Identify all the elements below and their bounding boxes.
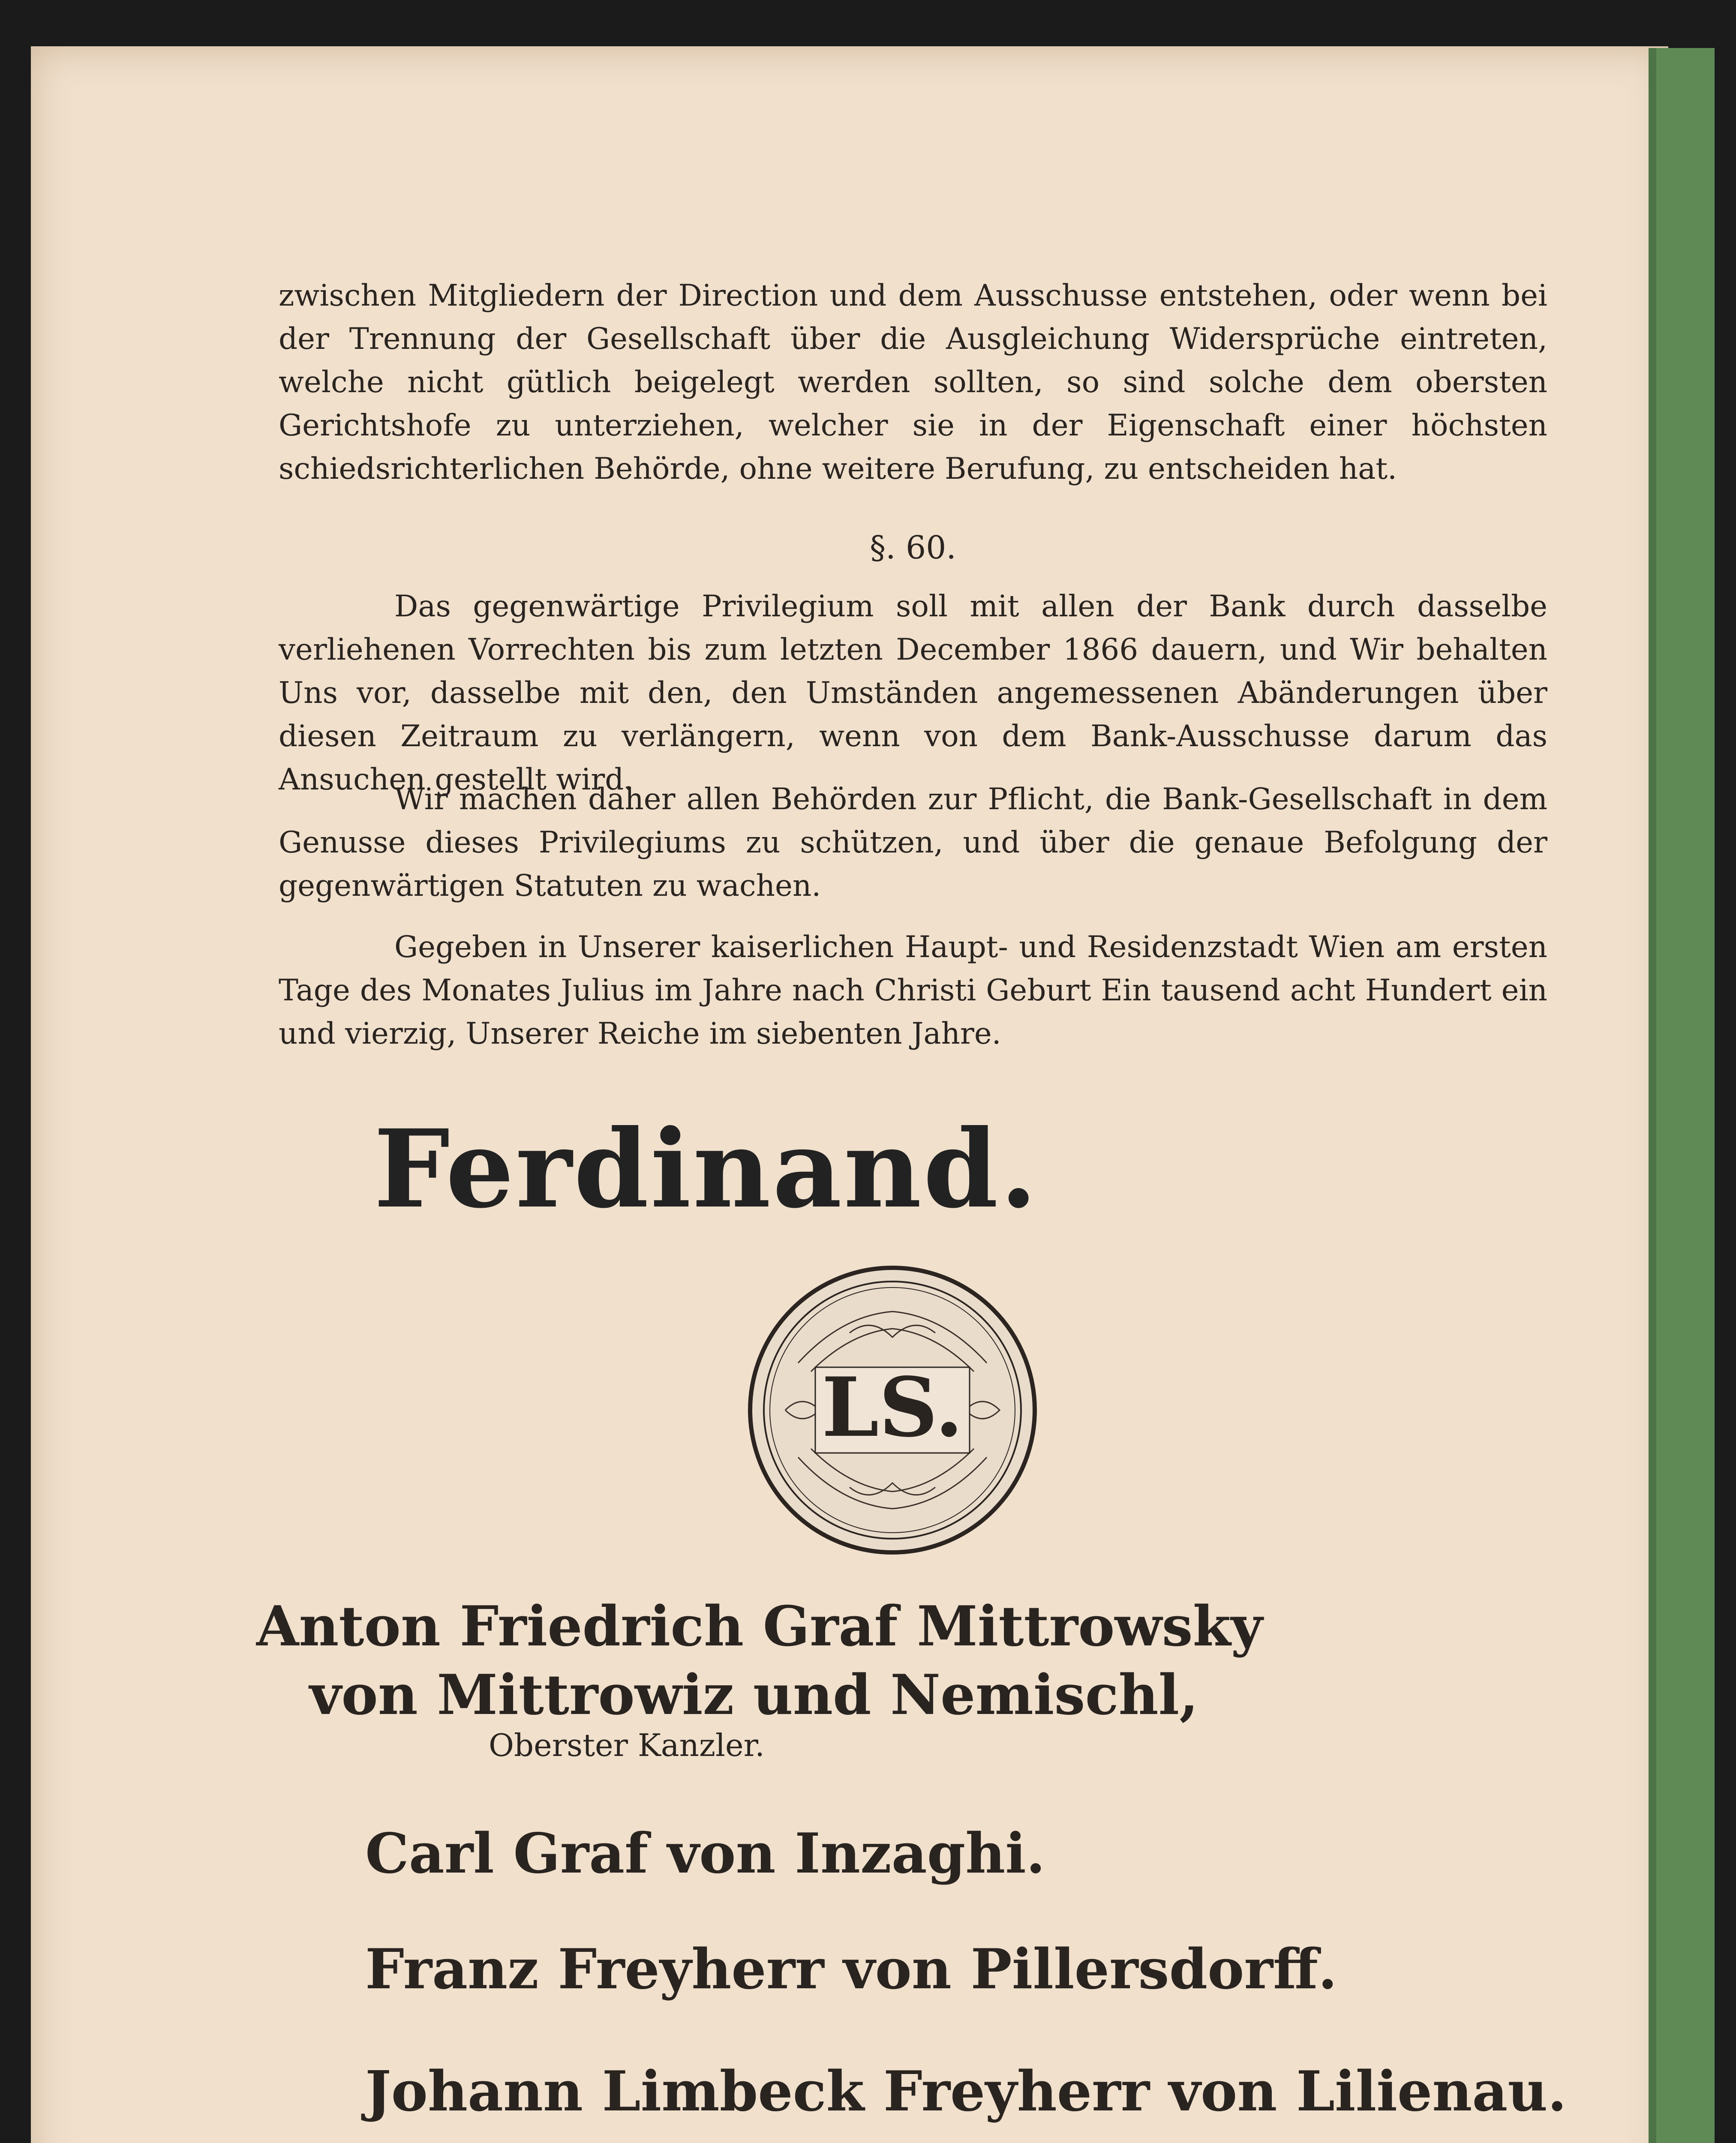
chancellor-name-line-2: von Mittrowiz und Nemischl, xyxy=(309,1663,1198,1727)
binding-strip xyxy=(1649,48,1715,2143)
monarch-signature: Ferdinand. xyxy=(374,1106,1039,1232)
chancellor-title: Oberster Kanzler. xyxy=(489,1727,765,1763)
seal-icon xyxy=(747,1264,1038,1556)
chancellor-name-line-1: Anton Friedrich Graf Mittrowsky xyxy=(256,1594,1263,1659)
signatory-pillersdorff: Franz Freyherr von Pillersdorff. xyxy=(365,1937,1337,2002)
seal-text: LS. xyxy=(821,1360,964,1455)
paragraph-2: Wir machen daher allen Behörden zur Pflicht, die Bank-Gesellschaft in dem Genusse dieses Privilegiums zu schützen, und über die genaue Befolgung der gegenwärtigen Statuten zu wachen. xyxy=(279,782,1547,903)
paragraph-1: Das gegenwärtige Privilegium soll mit allen der Bank durch dasselbe verliehenen Vorrechten bis zum letzten December 1866 dauern, und Wir behalten Uns vor, dasselbe mit den, den Umständen angemessenen Abänderungen über diesen Zeitraum zu verlängern, wenn von dem Bank-Ausschusse darum das Ansuchen gestellt wird. xyxy=(279,589,1547,797)
paragraph-continuation: zwischen Mitgliedern der Direction und dem Ausschusse entstehen, oder wenn bei der Trennung der Gesellschaft über die Ausgleichung Widersprüche eintreten, welche nicht gütlich beigelegt werden sollten, so sind solche dem obersten Gerichtshofe zu unterziehen, welcher sie in der Eigenschaft einer höchsten schiedsrichterlichen Behörde, ohne weitere Berufung, zu entscheiden hat. xyxy=(279,279,1547,486)
section-heading: §. 60. xyxy=(870,529,956,566)
signatory-limbeck: Johann Limbeck Freyherr von Lilienau. xyxy=(365,2059,1567,2124)
signatory-inzaghi: Carl Graf von Inzaghi. xyxy=(365,1822,1045,1886)
paragraph-3: Gegeben in Unserer kaiserlichen Haupt- und Residenzstadt Wien am ersten Tage des Monates Julius im Jahre nach Christi Geburt Ein tausend acht Hundert ein und vierzig, Unserer Reiche im siebenten Jahre. xyxy=(279,930,1547,1051)
